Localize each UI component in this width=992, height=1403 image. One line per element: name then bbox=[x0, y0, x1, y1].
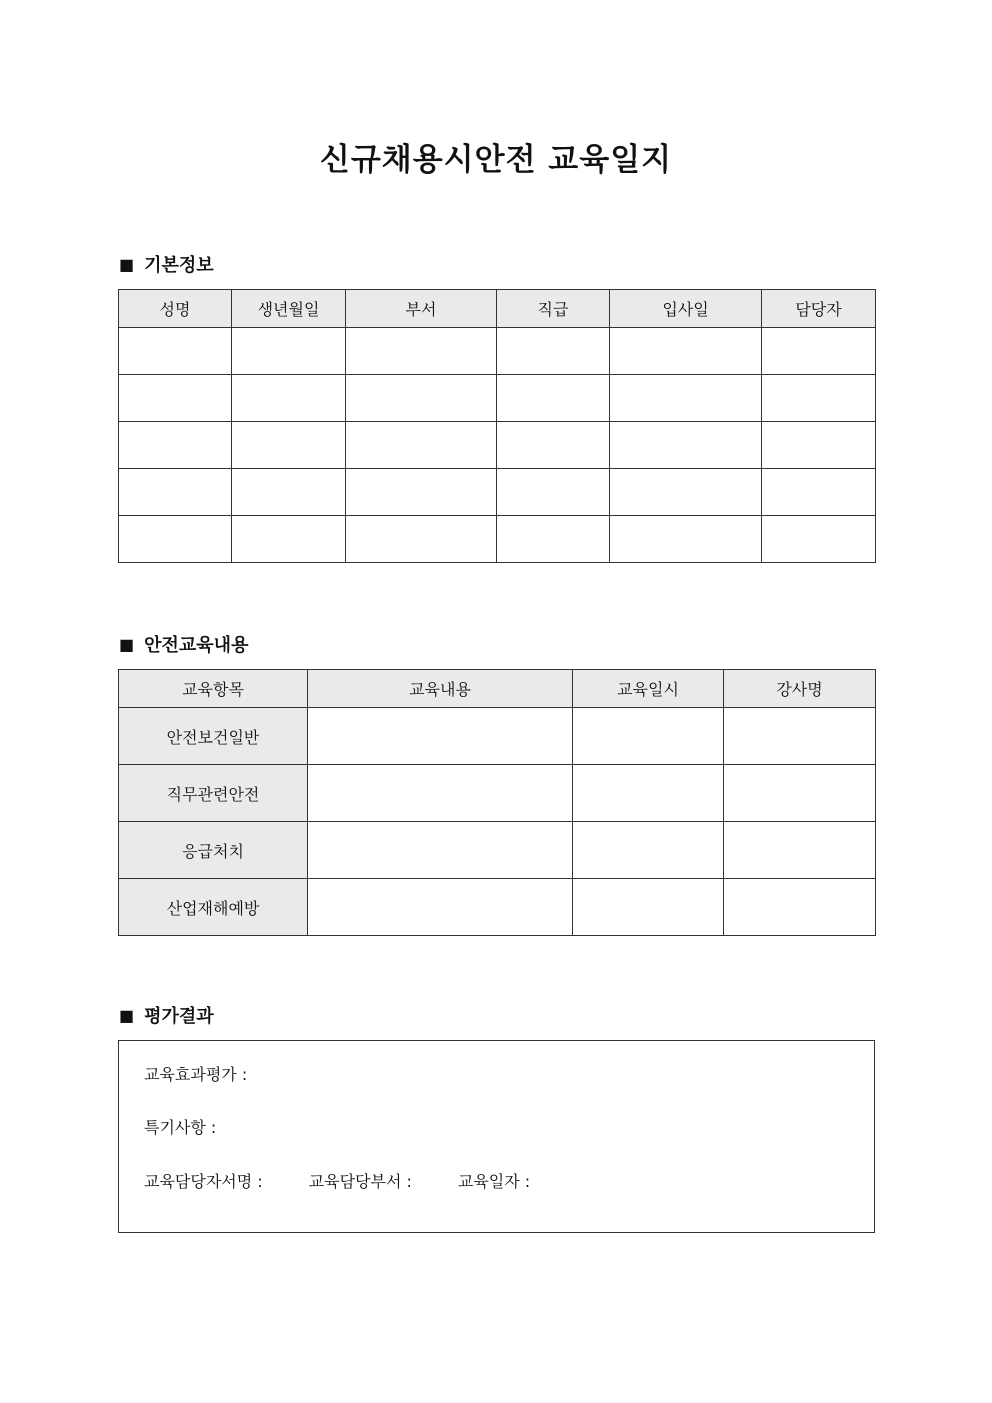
square-bullet-icon: ■ bbox=[119, 254, 135, 274]
evaluation-box bbox=[118, 1040, 875, 1233]
page-title: 신규채용시안전 교육일지 bbox=[319, 142, 673, 178]
education-item-label: 안전보건일반 bbox=[119, 708, 308, 765]
input-cell[interactable] bbox=[724, 765, 876, 822]
section-heading-evaluation bbox=[119, 1002, 214, 1028]
input-cell[interactable] bbox=[308, 765, 573, 822]
input-cell[interactable] bbox=[119, 469, 232, 516]
input-cell[interactable] bbox=[346, 375, 497, 422]
column-header-instructor: 강사명 bbox=[724, 670, 876, 708]
signer-label: 교육담당자서명 : bbox=[144, 1172, 263, 1191]
input-cell[interactable] bbox=[232, 328, 346, 375]
input-cell[interactable] bbox=[762, 469, 876, 516]
input-cell[interactable] bbox=[762, 328, 876, 375]
safety-education-table bbox=[118, 669, 876, 936]
input-cell[interactable] bbox=[497, 469, 610, 516]
special-notes-field[interactable] bbox=[144, 1115, 216, 1138]
table-row bbox=[119, 822, 876, 879]
input-cell[interactable] bbox=[610, 375, 762, 422]
section-title: 평가결과 bbox=[144, 1006, 214, 1027]
input-cell[interactable] bbox=[573, 822, 724, 879]
education-item-label: 응급처치 bbox=[119, 822, 308, 879]
input-cell[interactable] bbox=[232, 516, 346, 563]
input-cell[interactable] bbox=[762, 516, 876, 563]
input-cell[interactable] bbox=[762, 375, 876, 422]
column-header-name: 성명 bbox=[119, 290, 232, 328]
column-header-manager: 담당자 bbox=[762, 290, 876, 328]
education-date-label: 교육일자 : bbox=[457, 1172, 531, 1191]
input-cell[interactable] bbox=[573, 879, 724, 936]
input-cell[interactable] bbox=[119, 328, 232, 375]
input-cell[interactable] bbox=[119, 422, 232, 469]
education-item-label: 산업재해예방 bbox=[119, 879, 308, 936]
education-effect-field[interactable] bbox=[144, 1062, 247, 1085]
table-row bbox=[119, 375, 876, 422]
input-cell[interactable] bbox=[346, 516, 497, 563]
table-row bbox=[119, 422, 876, 469]
input-cell[interactable] bbox=[724, 822, 876, 879]
basic-info-table bbox=[118, 289, 876, 563]
special-notes-label: 특기사항 : bbox=[144, 1118, 217, 1137]
table-row bbox=[119, 328, 876, 375]
signature-row bbox=[144, 1169, 530, 1192]
input-cell[interactable] bbox=[497, 516, 610, 563]
column-header-hire-date: 입사일 bbox=[610, 290, 762, 328]
input-cell[interactable] bbox=[724, 708, 876, 765]
section-title: 기본정보 bbox=[144, 255, 214, 276]
input-cell[interactable] bbox=[346, 469, 497, 516]
square-bullet-icon: ■ bbox=[119, 1005, 135, 1025]
input-cell[interactable] bbox=[497, 375, 610, 422]
input-cell[interactable] bbox=[610, 516, 762, 563]
table-header-row bbox=[119, 290, 876, 328]
table-row bbox=[119, 879, 876, 936]
education-item-label: 직무관련안전 bbox=[119, 765, 308, 822]
column-header-birthdate: 생년월일 bbox=[232, 290, 346, 328]
column-header-education-datetime: 교육일시 bbox=[573, 670, 724, 708]
input-cell[interactable] bbox=[610, 328, 762, 375]
table-row bbox=[119, 516, 876, 563]
column-header-education-item: 교육항목 bbox=[119, 670, 308, 708]
column-header-position: 직급 bbox=[497, 290, 610, 328]
input-cell[interactable] bbox=[308, 708, 573, 765]
input-cell[interactable] bbox=[308, 822, 573, 879]
education-effect-label: 교육효과평가 : bbox=[144, 1065, 248, 1084]
input-cell[interactable] bbox=[573, 765, 724, 822]
section-heading-safety-education bbox=[119, 631, 248, 657]
table-row bbox=[119, 765, 876, 822]
input-cell[interactable] bbox=[346, 422, 497, 469]
input-cell[interactable] bbox=[232, 469, 346, 516]
input-cell[interactable] bbox=[232, 422, 346, 469]
input-cell[interactable] bbox=[346, 328, 497, 375]
section-heading-basic-info bbox=[119, 251, 214, 277]
input-cell[interactable] bbox=[610, 469, 762, 516]
input-cell[interactable] bbox=[497, 422, 610, 469]
input-cell[interactable] bbox=[232, 375, 346, 422]
input-cell[interactable] bbox=[724, 879, 876, 936]
input-cell[interactable] bbox=[119, 516, 232, 563]
input-cell[interactable] bbox=[497, 328, 610, 375]
table-header-row bbox=[119, 670, 876, 708]
input-cell[interactable] bbox=[610, 422, 762, 469]
input-cell[interactable] bbox=[119, 375, 232, 422]
education-dept-label: 교육담당부서 : bbox=[308, 1172, 412, 1191]
table-row bbox=[119, 469, 876, 516]
table-row bbox=[119, 708, 876, 765]
square-bullet-icon: ■ bbox=[119, 634, 135, 654]
column-header-education-content: 교육내용 bbox=[308, 670, 573, 708]
section-title: 안전교육내용 bbox=[144, 635, 249, 656]
input-cell[interactable] bbox=[308, 879, 573, 936]
input-cell[interactable] bbox=[573, 708, 724, 765]
input-cell[interactable] bbox=[762, 422, 876, 469]
column-header-department: 부서 bbox=[346, 290, 497, 328]
